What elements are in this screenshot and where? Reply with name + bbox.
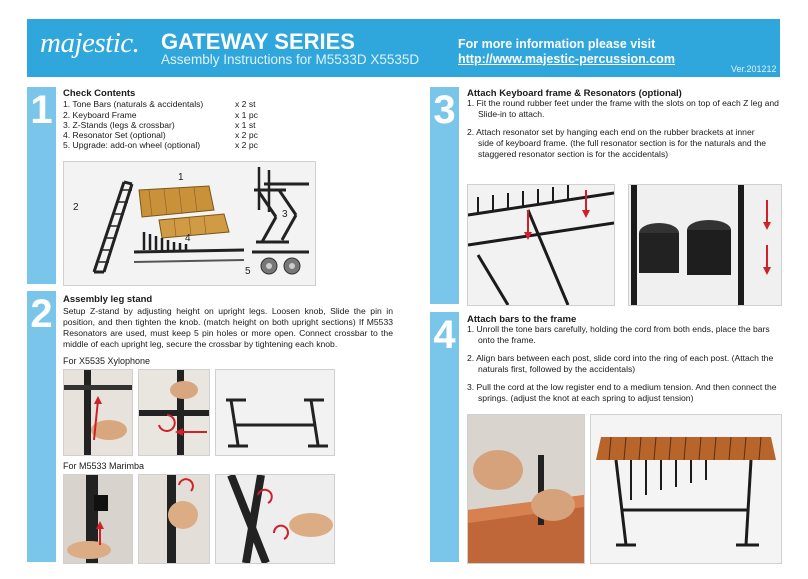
contents-item: 3. Z-Stands (legs & crossbar) xyxy=(63,120,175,130)
contents-qty: x 1 st xyxy=(235,120,256,130)
more-info-text: For more information please visit xyxy=(458,37,656,51)
bars-photo-2 xyxy=(590,414,782,564)
xylophone-photo-2 xyxy=(138,369,210,456)
step2-text: Setup Z-stand by adjusting height on upright legs. Loosen knob, Slide the pin in position, and then tighten the knob. (match height on both upright sections) If M5533 Resonators are used, must keep 5 pin holes or more open. Connect crossbar to the middle of each upright leg, secure the crossbar by tightening each knob. xyxy=(63,306,393,349)
contents-item: 2. Keyboard Frame xyxy=(63,110,137,120)
step3-line: side of keyboard frame. (the full resonator section is for the naturals and the xyxy=(478,138,767,148)
contents-illustration xyxy=(64,162,315,285)
caption-marimba: For M5533 Marimba xyxy=(63,461,145,471)
contents-qty: x 2 st xyxy=(235,99,256,109)
step3-heading: Attach Keyboard frame & Resonators (optional) xyxy=(467,88,682,99)
contents-item: 1. Tone Bars (naturals & accidentals) xyxy=(63,99,204,109)
step4-heading: Attach bars to the frame xyxy=(467,314,577,325)
step4-number: 4 xyxy=(433,313,456,357)
frame-photo-1 xyxy=(467,184,615,306)
version-label: Ver.201212 xyxy=(731,64,777,74)
website-link[interactable]: http://www.majestic-percussion.com xyxy=(458,52,675,66)
contents-item: 5. Upgrade: add-on wheel (optional) xyxy=(63,140,201,150)
step2-heading: Assembly leg stand xyxy=(63,294,153,305)
step3-line: staggered resonator section is for the accidentals) xyxy=(478,149,669,159)
step3-line: Slide-in to attach. xyxy=(478,109,545,119)
step3-number: 3 xyxy=(433,88,456,132)
header-banner xyxy=(27,19,780,77)
brand-logo: majestic. xyxy=(40,27,140,59)
photo-label: 3 xyxy=(282,209,288,220)
contents-item: 4. Resonator Set (optional) xyxy=(63,130,166,140)
photo-label: 2 xyxy=(73,202,79,213)
contents-photo xyxy=(63,161,316,286)
contents-qty: x 2 pc xyxy=(235,130,258,140)
xylophone-photo-3 xyxy=(215,369,335,456)
xylophone-photo-1 xyxy=(63,369,133,456)
marimba-photo-3 xyxy=(215,474,335,564)
marimba-photo-1 xyxy=(63,474,133,564)
step3-line: 2. Attach resonator set by hanging each end on the rubber brackets at inner xyxy=(467,127,755,137)
step4-line: naturals first, followed by the accidentals) xyxy=(478,364,636,374)
step1-heading: Check Contents xyxy=(63,88,136,99)
step1-number: 1 xyxy=(30,88,53,132)
contents-qty: x 1 pc xyxy=(235,110,258,120)
marimba-photo-2 xyxy=(138,474,210,564)
photo-label: 4 xyxy=(185,233,191,244)
step4-line: 2. Align bars between each post, slide cord into the ring of each post. (Attach the xyxy=(467,353,774,363)
contents-qty: x 2 pc xyxy=(235,140,258,150)
caption-xylophone: For X5535 Xylophone xyxy=(63,356,151,366)
step4-line: 3. Pull the cord at the low register end to a medium tension. And then connect the xyxy=(467,382,777,392)
step3-line: 1. Fit the round rubber feet under the frame with the slots on top of each Z leg and xyxy=(467,98,779,108)
step4-line: onto the frame. xyxy=(478,335,536,345)
photo-label: 1 xyxy=(178,172,184,183)
page-subtitle: Assembly Instructions for M5533D X5535D xyxy=(161,52,420,67)
frame-photo-2 xyxy=(628,184,782,306)
step2-number: 2 xyxy=(30,292,53,336)
page-title: GATEWAY SERIES xyxy=(161,29,355,54)
step4-line: springs. (adjust the knot at each spring to adjust tension) xyxy=(478,393,694,403)
step4-line: 1. Unroll the tone bars carefully, holding the cord from both ends, place the bars xyxy=(467,324,770,334)
photo-label: 5 xyxy=(245,266,251,277)
bars-photo-1 xyxy=(467,414,585,564)
